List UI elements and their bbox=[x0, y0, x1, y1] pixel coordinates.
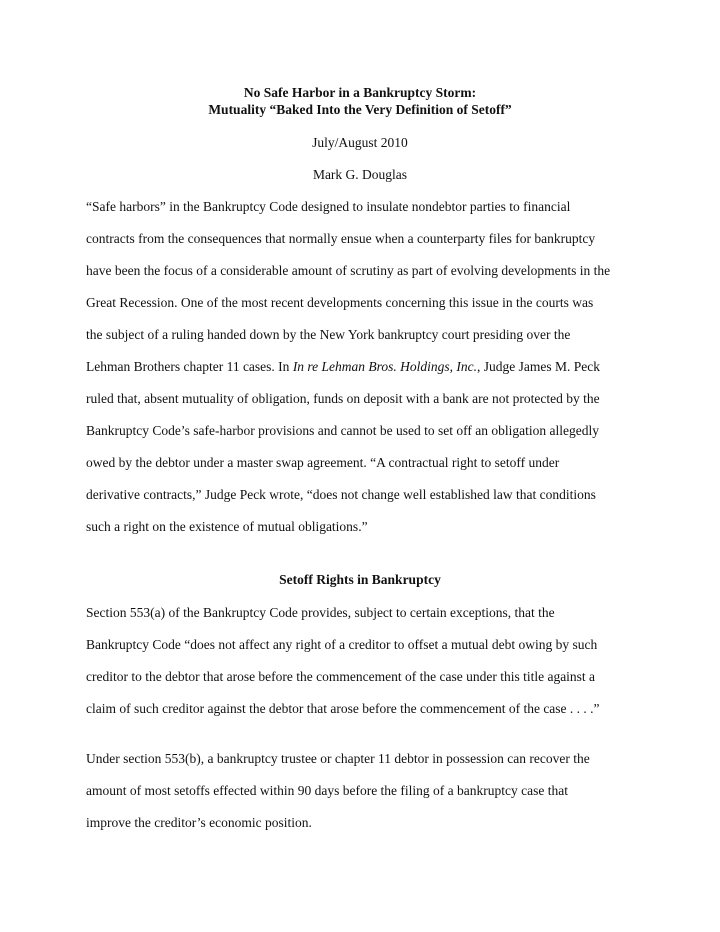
intro-line-text: Lehman Brothers chapter 11 cases. In bbox=[86, 359, 293, 374]
intro-line: ruled that, absent mutuality of obligation, funds on deposit with a bank are not protected by the bbox=[86, 391, 600, 406]
paragraph-line: claim of such creditor against the debtor that arose before the commencement of the case . . . .” bbox=[86, 701, 600, 716]
section-heading: Setoff Rights in Bankruptcy bbox=[279, 572, 441, 587]
paragraph-line: Under section 553(b), a bankruptcy trustee or chapter 11 debtor in possession can recover the bbox=[86, 751, 590, 766]
intro-line-text: , Judge James M. Peck bbox=[477, 359, 601, 374]
intro-line: “Safe harbors” in the Bankruptcy Code designed to insulate nondebtor parties to financial bbox=[86, 199, 571, 214]
paragraph-line: creditor to the debtor that arose before the commencement of the case under this title against a bbox=[86, 669, 596, 684]
intro-line: Great Recession. One of the most recent developments concerning this issue in the courts was bbox=[86, 295, 594, 310]
paragraph-line: amount of most setoffs effected within 90 days before the filing of a bankruptcy case that bbox=[86, 783, 568, 798]
document-title-line-1: No Safe Harbor in a Bankruptcy Storm: bbox=[243, 85, 477, 100]
intro-line: owed by the debtor under a master swap agreement. “A contractual right to setoff under bbox=[86, 455, 560, 470]
paragraph-line: Bankruptcy Code “does not affect any right of a creditor to offset a mutual debt owing by such bbox=[86, 637, 598, 652]
intro-line: contracts from the consequences that normally ensue when a counterparty files for bankruptcy bbox=[86, 231, 596, 246]
document-title-line-2: Mutuality “Baked Into the Very Definition of Setoff” bbox=[208, 102, 512, 117]
intro-line bbox=[86, 358, 686, 376]
intro-line: the subject of a ruling handed down by the New York bankruptcy court presiding over the bbox=[86, 327, 571, 342]
intro-line: derivative contracts,” Judge Peck wrote, “does not change well established law that conditions bbox=[86, 487, 596, 502]
intro-line: have been the focus of a considerable amount of scrutiny as part of evolving developments in the bbox=[86, 263, 611, 278]
intro-line: Bankruptcy Code’s safe-harbor provisions and cannot be used to set off an obligation allegedly bbox=[86, 423, 599, 438]
paragraph-line: Section 553(a) of the Bankruptcy Code provides, subject to certain exceptions, that the bbox=[86, 605, 555, 620]
case-name: In re Lehman Bros. Holdings, Inc. bbox=[292, 359, 478, 374]
document-date: July/August 2010 bbox=[312, 135, 408, 150]
intro-line: such a right on the existence of mutual obligations.” bbox=[86, 519, 368, 534]
paragraph-line: improve the creditor’s economic position. bbox=[86, 815, 312, 830]
document-author: Mark G. Douglas bbox=[312, 167, 408, 182]
